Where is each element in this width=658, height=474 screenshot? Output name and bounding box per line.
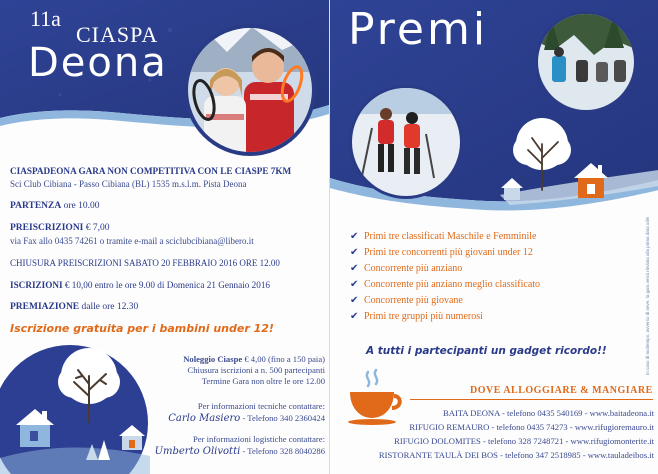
race-subheading: Sci Club Cibiana - Passo Cibiana (BL) 1535 m.s.l.m. Pista Deona <box>10 179 247 189</box>
chiusura-preiscrizioni: CHIUSURA PREISCRIZIONI SABATO 20 FEBBRAIO 2016 ORE 12.00 <box>10 258 280 268</box>
lodging-phone: - telefono 328 7248721 <box>482 436 564 446</box>
lodging-name: RIFUGIO DOLOMITES <box>394 436 481 446</box>
tech-contact-label: Per informazioni tecniche contattare: <box>197 401 325 411</box>
noleggio-line <box>125 354 325 365</box>
free-kids-banner: Iscrizione gratuita per i bambini under 12! <box>10 322 274 335</box>
prize-text: Primi tre classificati Maschile e Femminile <box>364 231 537 242</box>
lodging-name: RISTORANTE TAULÀ DEI BOS <box>378 450 498 460</box>
noleggio-value: € 4,00 (fino a 150 paia) <box>244 354 325 364</box>
couple-photo <box>182 22 318 158</box>
prize-text: Concorrente più anziano meglio classificato <box>364 279 541 290</box>
group-photo <box>534 10 638 114</box>
prize-text: Primi tre concorrenti più giovani under 12 <box>364 247 533 258</box>
prize-item <box>350 231 536 242</box>
check-icon: ✔ <box>350 311 359 322</box>
prize-item <box>350 279 540 290</box>
prize-text: Concorrente più anziano <box>364 263 463 274</box>
tech-contact-line <box>105 412 325 425</box>
side-note: In caso di maltempo, avverso di neve, la gara verrà rinviata alla prima data utile <box>645 216 650 375</box>
skiers-photo <box>348 84 464 200</box>
preiscrizioni-value: € 7,00 <box>85 223 110 233</box>
check-icon: ✔ <box>350 279 359 290</box>
lodging-phone: - telefono 0435 74273 <box>491 422 568 432</box>
lodging-item <box>334 434 654 448</box>
lodging-name: BAITA DEONA <box>443 408 500 418</box>
tech-contact-name: Carlo Masiero <box>168 413 241 424</box>
check-icon: ✔ <box>350 231 359 242</box>
prize-item <box>350 311 483 322</box>
premiazione-line <box>10 302 138 312</box>
gadget-banner: A tutti i partecipanti un gadget ricordo!! <box>366 345 607 357</box>
lodging-item <box>334 448 654 462</box>
check-icon: ✔ <box>350 263 359 274</box>
logistics-contact-phone: - Telefono 328 8040286 <box>242 446 325 456</box>
prize-item <box>350 247 533 258</box>
noleggio-label: Noleggio Ciaspe <box>183 354 243 364</box>
lodging-web[interactable]: - www.rifugioremauro.it <box>569 422 654 432</box>
preiscrizioni-line <box>10 223 110 233</box>
lodging-phone: - telefono 347 2518985 <box>500 450 581 460</box>
prize-item <box>350 295 463 306</box>
lodging-web[interactable]: - www.baitadeona.it <box>584 408 654 418</box>
snow-house-icon <box>14 405 58 449</box>
check-icon: ✔ <box>350 247 359 258</box>
title-word-ciaspa: CIASPA <box>76 22 159 47</box>
lodging-list <box>334 406 654 462</box>
prizes-title: Premi <box>348 4 489 55</box>
lodging-title: DOVE ALLOGGIARE & MANGIARE <box>470 385 653 396</box>
snow-house-icon <box>572 160 612 200</box>
lodging-item <box>334 406 654 420</box>
check-icon: ✔ <box>350 295 359 306</box>
chiusura-iscrizioni: Chiusura iscrizioni a n. 500 partecipanti <box>187 365 325 375</box>
lodging-web[interactable]: - www.rifugiomonterite.it <box>565 436 654 446</box>
prize-item <box>350 263 462 274</box>
premiazione-value: dalle ore 12.30 <box>81 302 139 312</box>
race-heading: CIASPADEONA GARA NON COMPETITIVA CON LE CIASPE 7KM <box>10 166 292 176</box>
lodging-phone: - telefono 0435 540169 <box>502 408 583 418</box>
small-house-icon <box>500 176 526 202</box>
partenza-label: PARTENZA <box>10 201 62 211</box>
prize-text: Primi tre gruppi più numerosi <box>364 311 483 322</box>
lodging-web[interactable]: - www.tauladeibos.it <box>582 450 654 460</box>
lodging-name: RIFUGIO REMAURO <box>409 422 490 432</box>
info-block <box>125 354 325 387</box>
premiazione-label: PREMIAZIONE <box>10 302 80 312</box>
tech-contact-block <box>105 400 325 425</box>
title-word-deona: Deona <box>28 40 168 86</box>
termine-gara: Termine Gara non oltre le ore 12.00 <box>201 376 325 386</box>
iscrizioni-value: € 10,00 entro le ore 9.00 di Domenica 21 Gennaio 2016 <box>64 280 271 290</box>
preiscrizioni-label: PREISCRIZIONI <box>10 223 84 233</box>
iscrizioni-label: ISCRIZIONI <box>10 280 63 290</box>
prize-text: Concorrente più giovane <box>364 295 463 306</box>
logistics-contact-label: Per informazioni logistiche contattare: <box>193 434 325 444</box>
partenza-value: ore 10.00 <box>63 201 100 211</box>
logistics-contact-name: Umberto Olivotti <box>154 446 241 457</box>
partenza-line <box>10 201 99 211</box>
iscrizioni-line <box>10 280 270 290</box>
title-number: 11a <box>30 6 61 31</box>
preiscrizioni-detail: via Fax allo 0435 74261 o tramite e-mail a sciclubcibiana@libero.it <box>10 236 254 246</box>
right-page <box>329 0 658 474</box>
logistics-contact-line <box>105 445 325 458</box>
logistics-contact-block <box>105 433 325 458</box>
tech-contact-phone: - Telefono 340 2360424 <box>242 413 325 423</box>
lodging-item <box>334 420 654 434</box>
lodging-divider <box>410 399 653 400</box>
